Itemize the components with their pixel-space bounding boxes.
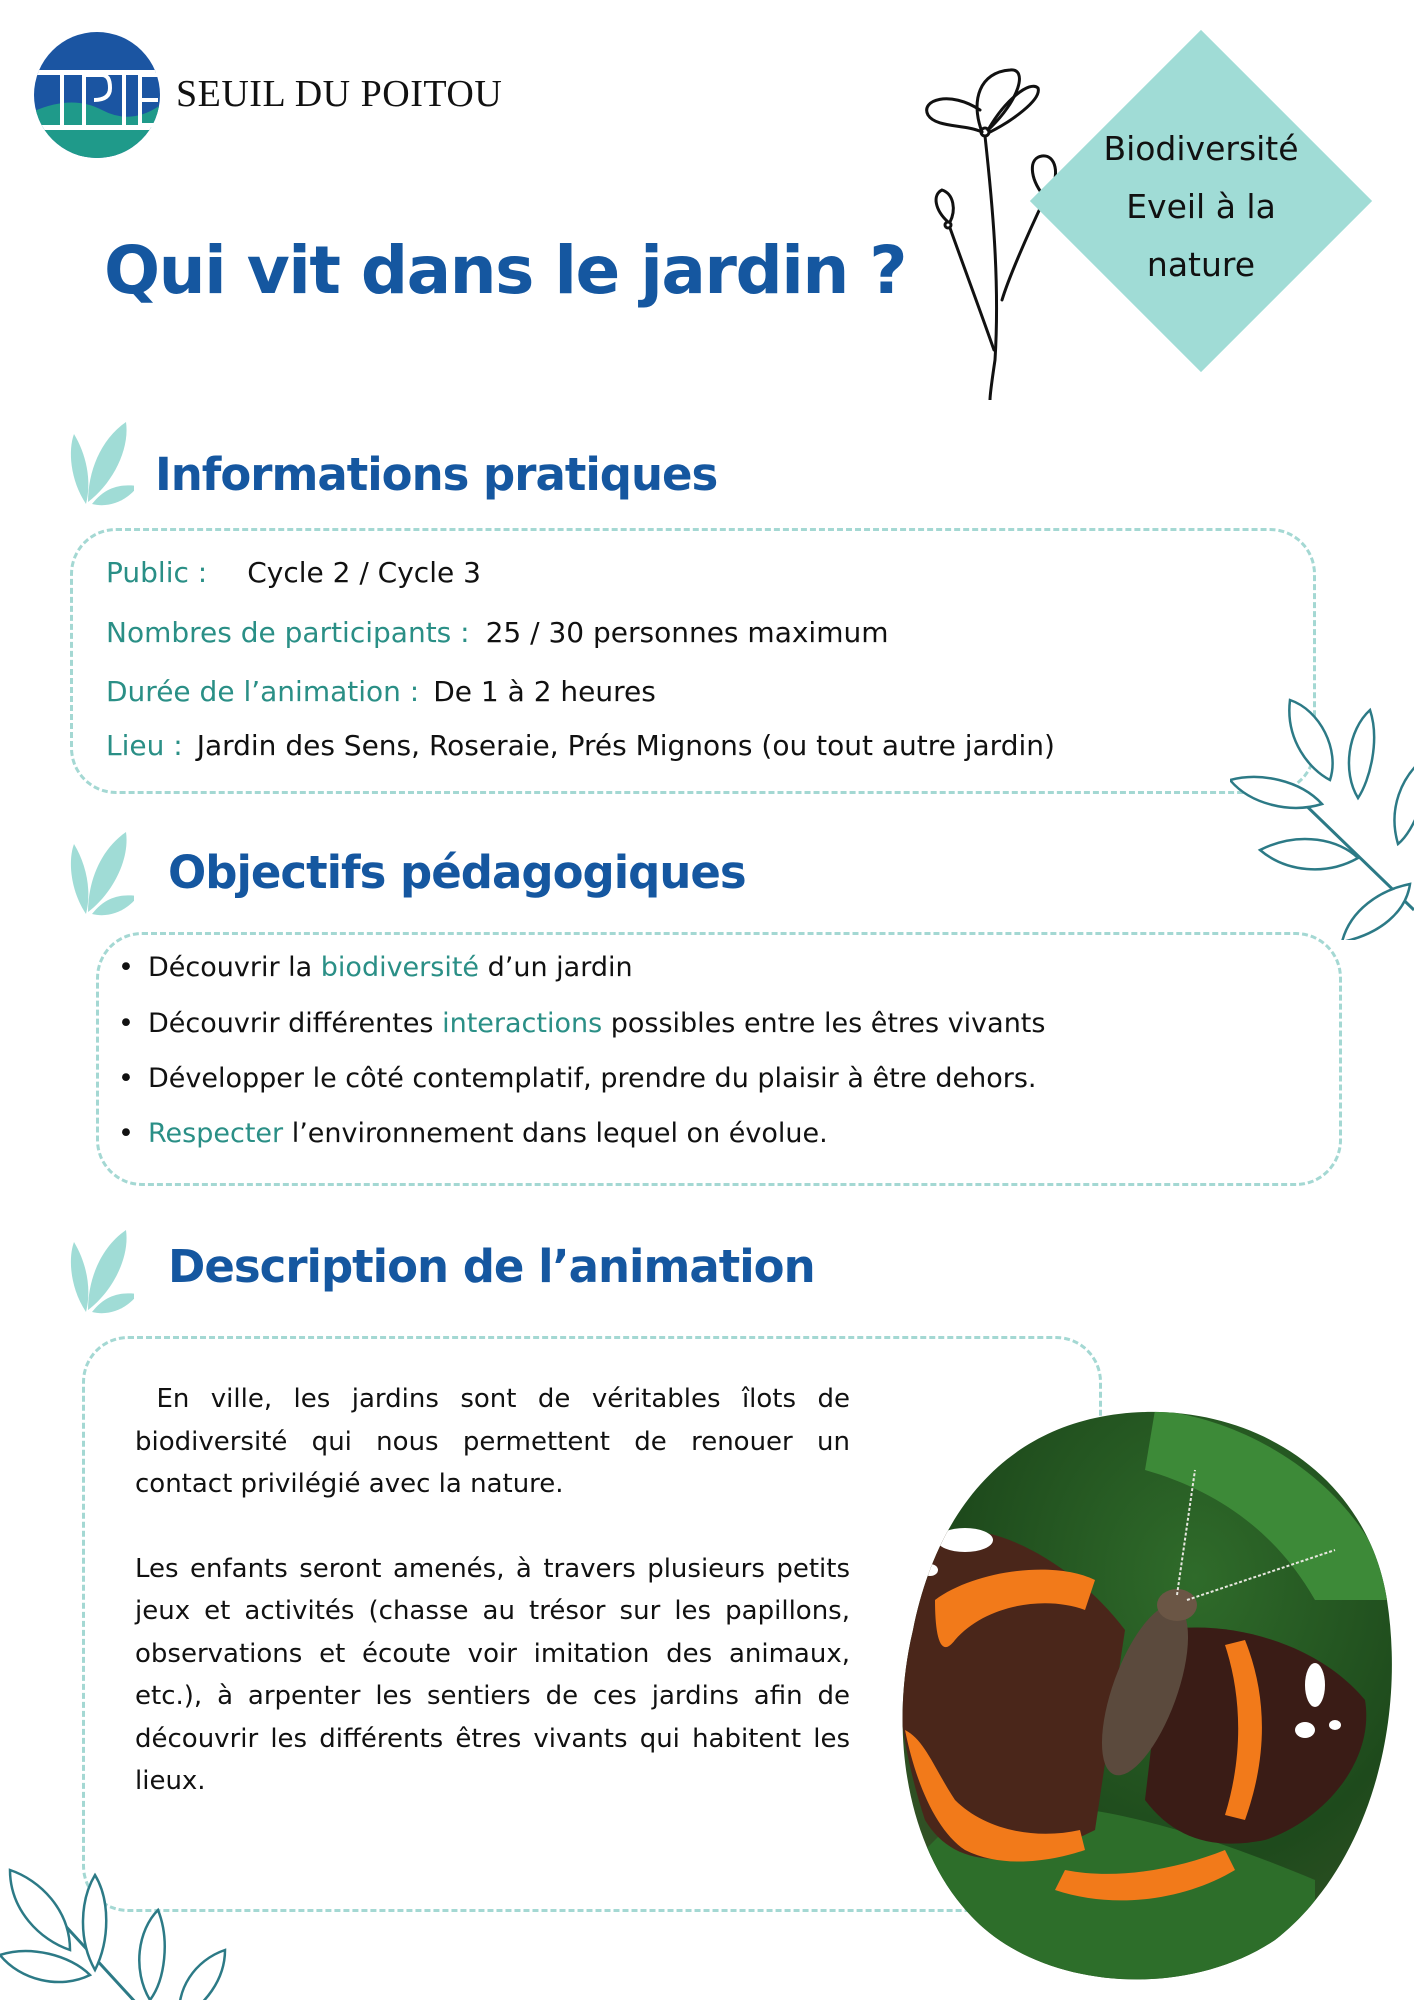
info-value: Cycle 2 / Cycle 3	[247, 556, 481, 589]
section-title-objectives: Objectifs pédagogiques	[168, 846, 746, 899]
objective-item	[118, 1118, 828, 1149]
objective-item	[118, 1008, 1045, 1039]
section-title-description: Description de l’animation	[168, 1240, 815, 1293]
page-title: Qui vit dans le jardin ?	[104, 232, 907, 309]
objective-highlight: Respecter	[148, 1118, 284, 1149]
objective-highlight: interactions	[442, 1008, 603, 1039]
info-value: Jardin des Sens, Roseraie, Prés Mignons (ou tout autre jardin)	[196, 729, 1055, 762]
objective-text: Découvrir différentes	[148, 1008, 443, 1039]
bullet-icon: •	[118, 1063, 134, 1094]
info-label: Durée de l’animation :	[106, 675, 420, 708]
theme-badge-text	[1030, 120, 1372, 294]
butterfly-photo	[895, 1400, 1395, 1990]
cpie-logo-mark-icon	[32, 30, 162, 160]
objective-text: Découvrir la	[148, 952, 321, 983]
theme-badge	[1030, 30, 1372, 372]
info-row-participants	[106, 616, 889, 649]
info-value: 25 / 30 personnes maximum	[485, 616, 889, 649]
leafy-branch-icon	[1230, 680, 1414, 940]
cpie-logo	[32, 30, 502, 160]
objective-highlight: biodiversité	[320, 952, 480, 983]
info-label: Lieu :	[106, 729, 183, 762]
info-row-public	[106, 556, 481, 589]
bullet-icon: •	[118, 1008, 134, 1039]
objective-text: possibles entre les êtres vivants	[602, 1008, 1046, 1039]
description-paragraph: Les enfants seront amenés, à travers plusieurs petits jeux et activités (chasse au trésor sur les papillons, observations et écoute voir imitation des animaux, etc.), à arpenter les sentiers de ces jardins afin de découvrir les différents êtres vivants qui habitent les lieux.	[135, 1553, 850, 1796]
theme-line-2: Eveil à la	[1126, 187, 1276, 226]
theme-line-1: Biodiversité	[1103, 129, 1299, 168]
objective-item	[118, 1063, 1036, 1094]
description-text	[135, 1378, 850, 1845]
theme-line-3: nature	[1146, 245, 1256, 284]
objective-text: d’un jardin	[479, 952, 633, 983]
section-title-info: Informations pratiques	[155, 448, 718, 501]
objective-text: l’environnement dans lequel on évolue.	[283, 1118, 828, 1149]
objective-item	[118, 952, 633, 983]
leaf-bullet-icon	[66, 420, 134, 506]
leafy-branch-icon	[0, 1820, 240, 2000]
leaf-bullet-icon	[66, 1228, 134, 1314]
logo-text: SEUIL DU POITOU	[176, 73, 503, 115]
description-paragraph: En ville, les jardins sont de véritables îlots de biodiversité qui nous permettent de renouer un contact privilégié avec la nature.	[135, 1384, 850, 1499]
info-row-duration	[106, 675, 656, 708]
info-row-location	[106, 729, 1055, 762]
bullet-icon: •	[118, 952, 134, 983]
leaf-bullet-icon	[66, 830, 134, 916]
info-label: Public :	[106, 556, 208, 589]
info-label: Nombres de participants :	[106, 616, 470, 649]
info-value: De 1 à 2 heures	[433, 675, 656, 708]
objective-text: Développer le côté contemplatif, prendre du plaisir à être dehors.	[148, 1063, 1037, 1094]
bullet-icon: •	[118, 1118, 134, 1149]
